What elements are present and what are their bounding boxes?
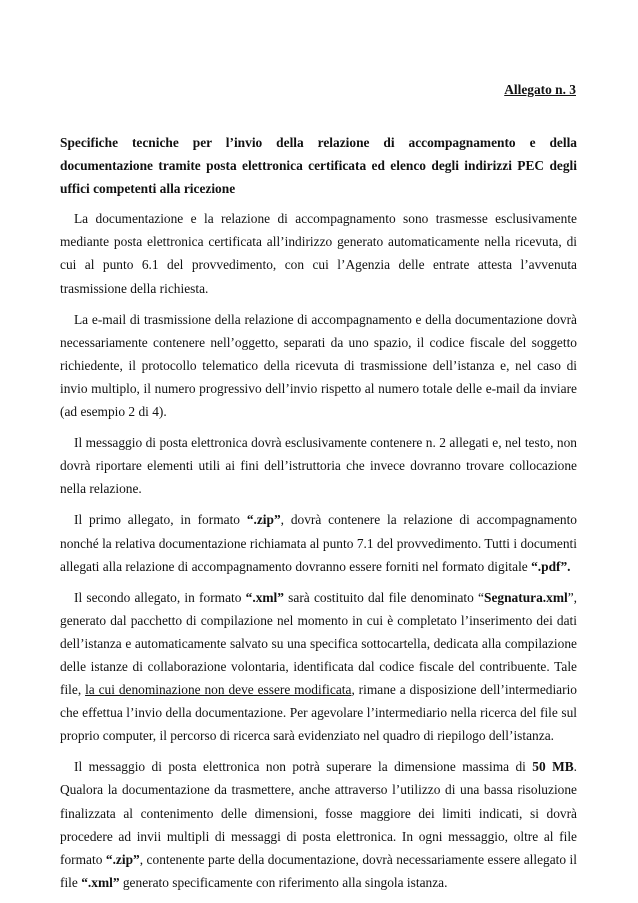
text-run: , contenente parte della documentazione, dovrà necessariamente essere allegato il file: [60, 851, 577, 890]
pdf-format: “.pdf”.: [531, 558, 571, 574]
annex-label: Allegato n. 3: [504, 82, 576, 97]
text-run: Il primo allegato, in formato: [74, 512, 247, 528]
paragraph-4: [60, 508, 577, 577]
text-run: , rimane a disposizione dell’intermediario che effettua l’invio della documentazione. Per agevolare l’intermediario nella ricerca del file sul proprio computer, il percorso di ricerca sarà evidenziato nel quadro di riepilogo dell’istanza.: [60, 682, 577, 744]
text-run: Il secondo allegato, in formato: [74, 589, 246, 605]
zip-format: “.zip”: [105, 851, 140, 867]
paragraph-3: Il messaggio di posta elettronica dovrà esclusivamente contenere n. 2 allegati e, nel testo, non dovrà riportare elementi utili ai fini dell’istruttoria che invece dovranno trovare collocazione nella relazione.: [60, 435, 577, 497]
text-run: sarà costituito dal file denominato “: [283, 589, 484, 605]
section-heading: Specifiche tecniche per l’invio della relazione di accompagnamento e della documentazione tramite posta elettronica certificata ed elenco degli indirizzi PEC degli uffici competenti alla ricezione: [60, 135, 577, 197]
zip-format: “.zip”: [246, 512, 281, 528]
text-run: , dovrà contenere la relazione di accompagnamento nonché la relativa documentazione richiamata al punto 7.1 del provvedimento. Tutti i documenti allegati alla relazione di accompagnamento dovranno essere forniti nel formato digitale: [60, 512, 577, 574]
text-run: generato specificamente con riferimento alla singola istanza.: [119, 874, 448, 890]
paragraph-1: La documentazione e la relazione di accompagnamento sono trasmesse esclusivamente mediante posta elettronica certificata all’indirizzo generato automaticamente nella ricevuta, di cui al punto 6.1 del provvedimento, con cui l’Agenzia delle entrate attesta l’avvenuta trasmissione della richiesta.: [60, 211, 577, 296]
text-run: Il messaggio di posta elettronica non potrà superare la dimensione massima di: [74, 759, 533, 775]
paragraph-2: La e-mail di trasmissione della relazione di accompagnamento e della documentazione dovrà necessariamente contenere nell’oggetto, separati da uno spazio, il codice fiscale del soggetto richiedente, il protocollo telematico della ricevuta di trasmissione dell’istanza e, nel caso di invio multiplo, il numero progressivo dell’invio rispetto al numero totale delle e-mail da inviare (ad esempio 2 di 4).: [60, 311, 577, 420]
max-size: 50 MB: [532, 759, 574, 775]
text-run: ”, generato dal pacchetto di compilazione nel momento in cui è completato l’inserimento dei dati dell’istanza e automaticamente salvato su una specifica sottocartella, dedicata alla compilazione delle istanze di collaborazione volontaria, identificata dal codice fiscale del contribuente. Tale file,: [60, 589, 577, 698]
document-body: [60, 131, 577, 902]
xml-format: “.xml”: [245, 589, 284, 605]
xml-format: “.xml”: [81, 874, 120, 890]
underlined-note: la cui denominazione non deve essere modificata: [85, 682, 352, 698]
paragraph-5: [60, 586, 577, 748]
paragraph-6: [60, 755, 577, 894]
text-run: . Qualora la documentazione da trasmettere, anche attraverso l’utilizzo di una bassa risoluzione finalizzata al contenimento delle dimensioni, fosse maggiore dei limiti indicati, si dovrà procedere ad invii multipli di messaggi di posta elettronica. In ogni messaggio, oltre al file formato: [60, 759, 577, 867]
segnatura-filename: Segnatura.xml: [484, 589, 568, 605]
